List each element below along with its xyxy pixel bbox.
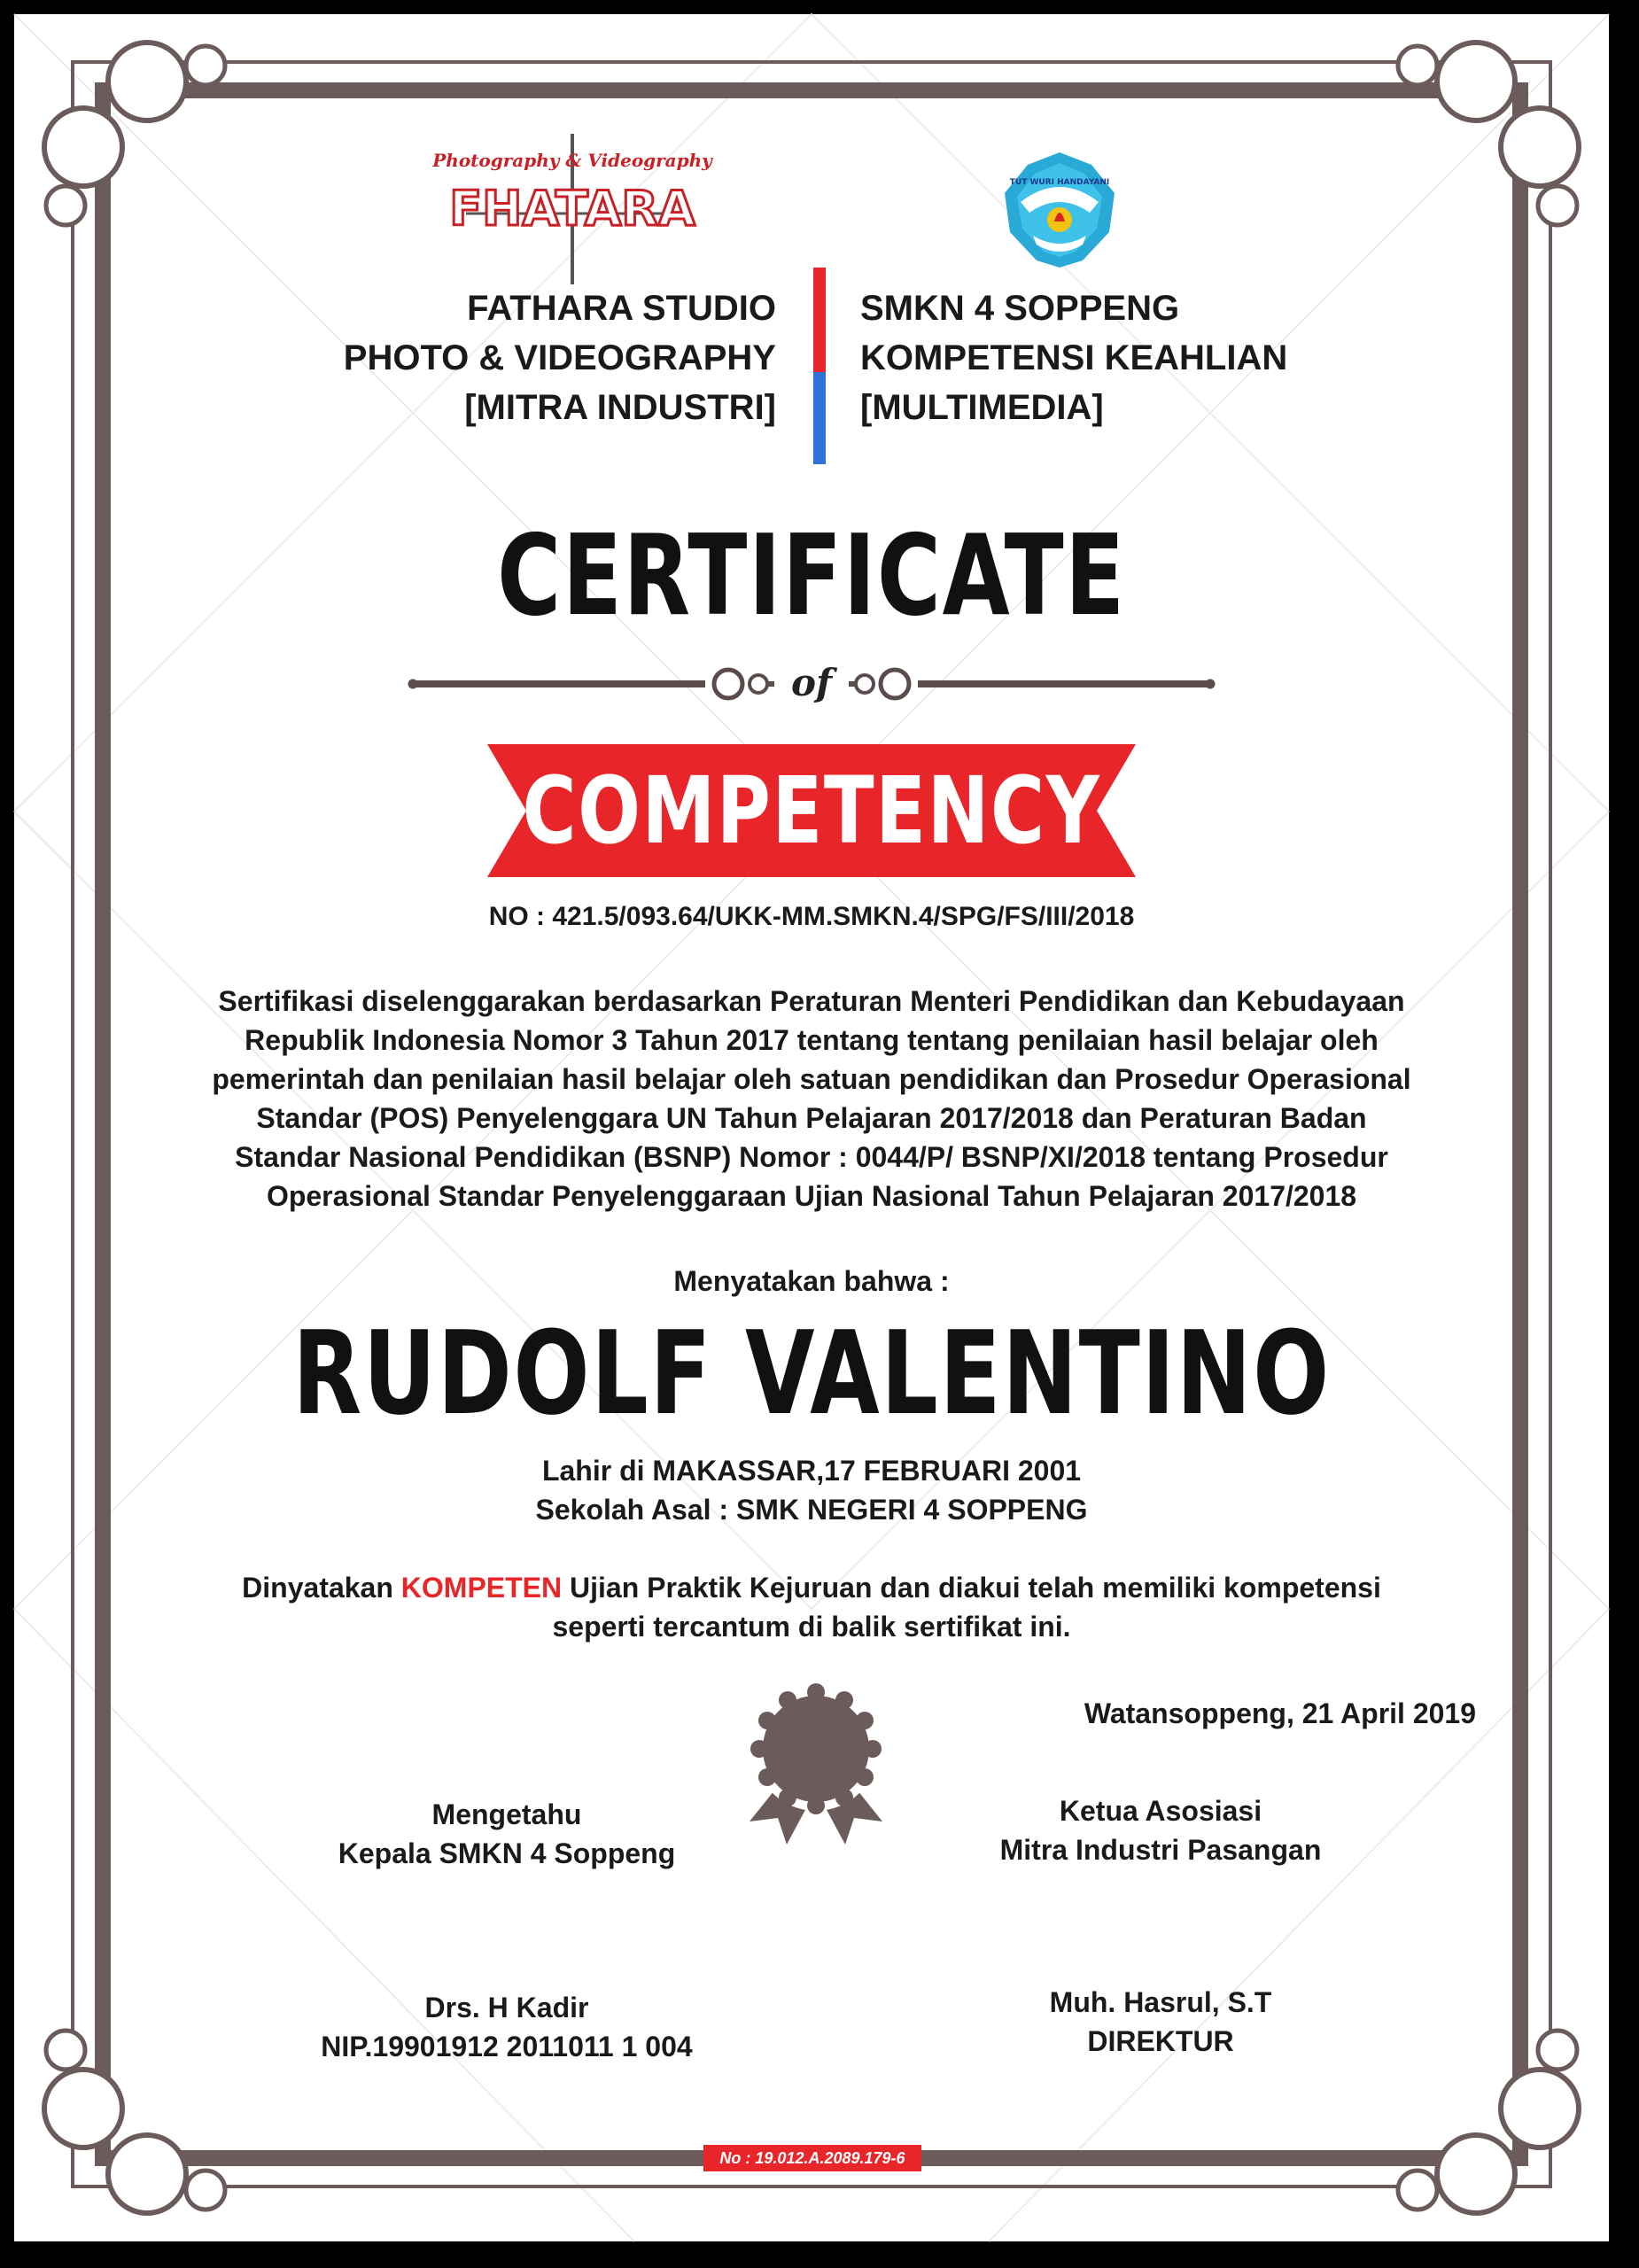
fathara-logo-wordmark: FHATARA bbox=[449, 181, 695, 237]
declaration-suffix: Ujian Praktik Kejuruan dan diakui telah memiliki kompetensi bbox=[562, 1572, 1381, 1604]
right-signatory bbox=[895, 1983, 1426, 2061]
tut-wuri-handayani-logo bbox=[998, 147, 1122, 271]
partner-org-name: FATHARA STUDIO bbox=[467, 289, 776, 328]
tut-wuri-logo-text: TUT WURI HANDAYANI bbox=[1009, 178, 1110, 187]
left-signatory bbox=[241, 1988, 773, 2066]
of-connector: of bbox=[790, 661, 833, 704]
body-line: Republik Indonesia Nomor 3 Tahun 2017 tentang tentang penilaian hasil belajar oleh bbox=[245, 1024, 1379, 1056]
right-signatory-position: DIREKTUR bbox=[1087, 2025, 1234, 2057]
recipient-name: RUDOLF VALENTINO bbox=[292, 1306, 1331, 1441]
header-divider-blue bbox=[813, 372, 826, 464]
partner-org-role: [MITRA INDUSTRI] bbox=[464, 388, 776, 427]
body-line: Standar (POS) Penyelenggara UN Tahun Pelajaran 2017/2018 dan Peraturan Badan bbox=[256, 1102, 1367, 1134]
partner-org-block bbox=[280, 284, 776, 432]
school-major: [MULTIMEDIA] bbox=[860, 388, 1104, 427]
certificate-paper bbox=[14, 14, 1609, 2241]
fathara-logo bbox=[432, 129, 712, 289]
statement-label: Menyatakan bahwa : bbox=[673, 1265, 950, 1297]
legal-basis-paragraph bbox=[147, 982, 1476, 1216]
serial-number-badge: No : 19.012.A.2089.179-6 bbox=[703, 2145, 921, 2171]
header-divider-red bbox=[813, 268, 826, 372]
declaration bbox=[14, 1568, 1609, 1646]
school-name: SMKN 4 SOPPENG bbox=[860, 289, 1180, 328]
right-role-line-2: Mitra Industri Pasangan bbox=[999, 1834, 1322, 1866]
left-signatory-role bbox=[241, 1795, 773, 1873]
left-role-line-1: Mengetahu bbox=[431, 1798, 582, 1830]
left-signatory-name: Drs. H Kadir bbox=[424, 1992, 589, 2023]
declaration-line-1 bbox=[14, 1568, 1609, 1607]
place-and-date: Watansoppeng, 21 April 2019 bbox=[1084, 1697, 1476, 1729]
competency-title: COMPETENCY bbox=[522, 757, 1101, 865]
fathara-logo-tagline: Photography & Videography bbox=[432, 150, 712, 171]
partner-org-type: PHOTO & VIDEOGRAPHY bbox=[343, 338, 776, 377]
body-line: pemerintah dan penilaian hasil belajar oleh satuan pendidikan dan Prosedur Operasional bbox=[212, 1063, 1411, 1095]
right-signatory-role bbox=[895, 1791, 1426, 1869]
right-signatory-name: Muh. Hasrul, S.T bbox=[1049, 1986, 1272, 2018]
declaration-line-2: seperti tercantum di balik sertifikat ini. bbox=[552, 1611, 1071, 1643]
left-signatory-id: NIP.19901912 2011011 1 004 bbox=[321, 2031, 693, 2062]
body-line: Standar Nasional Pendidikan (BSNP) Nomor : 0044/P/ BSNP/XI/2018 tentang Prosedur bbox=[235, 1141, 1388, 1173]
birth-info: Lahir di MAKASSAR,17 FEBRUARI 2001 bbox=[541, 1455, 1082, 1487]
right-role-line-1: Ketua Asosiasi bbox=[1059, 1795, 1262, 1827]
certificate-title: CERTIFICATE bbox=[497, 510, 1126, 641]
left-role-line-2: Kepala SMKN 4 Soppeng bbox=[338, 1837, 676, 1869]
competent-highlight: KOMPETEN bbox=[400, 1572, 563, 1604]
body-line: Sertifikasi diselenggarakan berdasarkan Peraturan Menteri Pendidikan dan Kebudayaan bbox=[218, 985, 1405, 1017]
certificate-number: NO : 421.5/093.64/UKK-MM.SMKN.4/SPG/FS/III/2018 bbox=[488, 902, 1135, 931]
school-origin: Sekolah Asal : SMK NEGERI 4 SOPPENG bbox=[535, 1494, 1088, 1526]
school-program: KOMPETENSI KEAHLIAN bbox=[860, 338, 1288, 377]
body-line: Operasional Standar Penyelenggaraan Ujian Nasional Tahun Pelajaran 2017/2018 bbox=[266, 1180, 1357, 1212]
recipient-details bbox=[14, 1451, 1609, 1529]
declaration-prefix: Dinyatakan bbox=[242, 1572, 401, 1604]
school-block bbox=[860, 284, 1392, 432]
